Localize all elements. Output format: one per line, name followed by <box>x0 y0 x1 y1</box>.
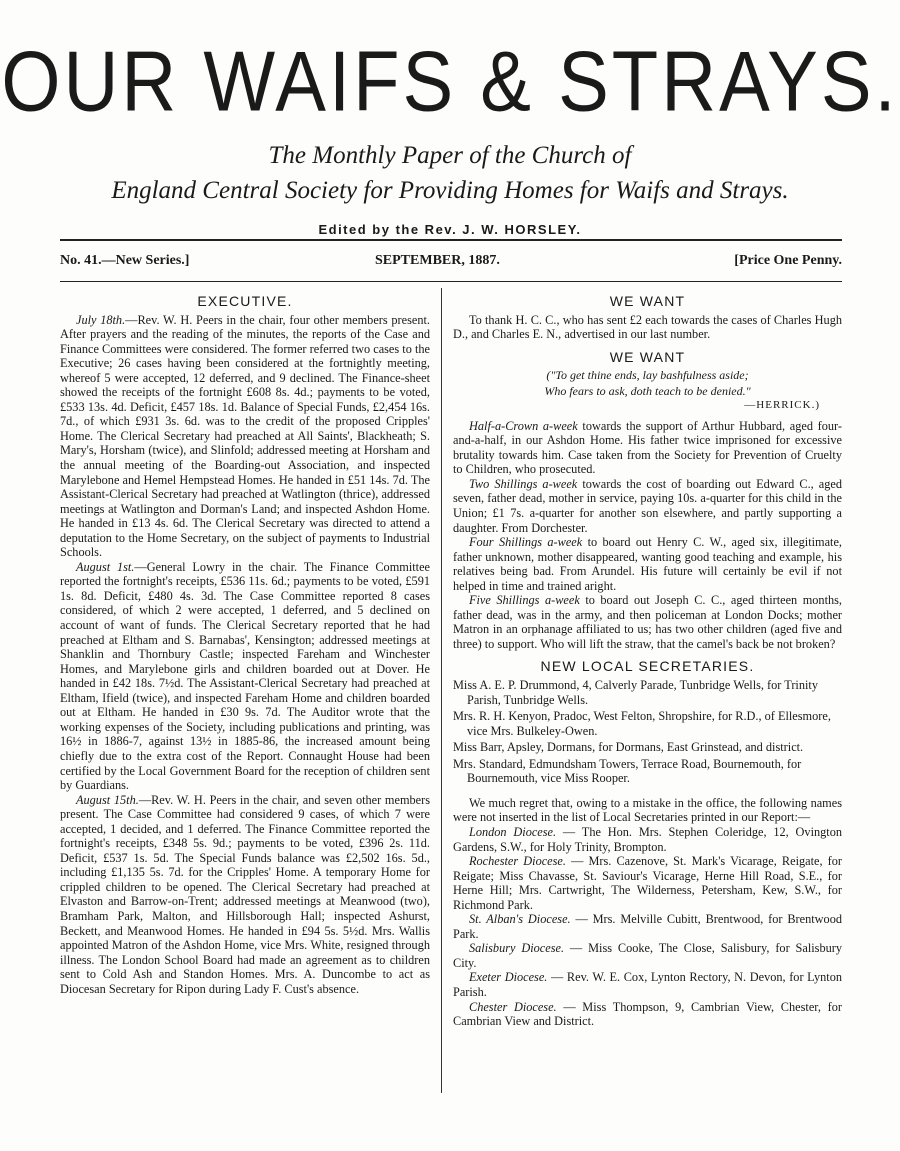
we-want-heading: WE WANT <box>609 293 686 309</box>
editor-line: Edited by the Rev. J. W. HORSLEY. <box>318 222 582 237</box>
diocese-text: — The Hon. Mrs. Stephen Coleridge, 12, Ovington Gardens, S.W., for Holy Trinity, Brompton. <box>453 824 843 854</box>
issue-line <box>60 253 842 275</box>
appeal-text: to board out Henry C. W., aged six, illegitimate, father unknown, mother disappeared, wanting good teaching and example, his relatives being bad. From Arundel. His future will certainly be evil if not helped in time and trained aright. <box>453 535 842 593</box>
appeal-amount: Four Shillings a-week <box>469 535 583 550</box>
appeal-amount: Two Shillings a-week <box>469 476 578 491</box>
secretaries-list <box>453 678 842 786</box>
issue-price: [Price One Penny. <box>734 253 842 268</box>
secretary-entry: Mrs. Standard, Edmundsham Towers, Terrace Road, Bournemouth, for Bournemouth, vice Miss Rooper. <box>453 756 802 786</box>
appeal-item <box>453 593 842 651</box>
diocese-text: — Miss Cooke, The Close, Salisbury, for Salisbury City. <box>453 941 842 970</box>
minutes-text: —Rev. W. H. Peers in the chair, and seven other members present. The Case Committee had considered 9 cases, of which 7 were accepted, 1 decided, and 1 deferred. The Finance Committee reported the fortnight's receipts, £348 5s. 9d.; payments to be voted, £396 2s. 11d. Deficit, £537 1s. 5d. The Special Funds balance was £2,502 16s. 5d., including £1,135 5s. 7d. for the Cripples' Home. A temporary Home for crippled children to be opened. The Clerical Secretary had preached at Elvaston and Barrow-on-Trent; addressed meetings at Meanwood (two), Bramham Park, Malton, and Hillsborough Hall; inspected Ashurst, Beckett, and Meanwood Homes. He handed in £94 5s. 5½d. Mrs. Wallis appointed Matron of the Ashdon Home, vice Mrs. White, resigned through illness. The London School Board had made an agreement as to children sent to Cold Ash and Standon Homes. Mrs. A. Duncombe to act as Diocesan Secretary for Ripon during Lady F. Cust's absence. <box>60 792 431 996</box>
right-column <box>453 294 842 1029</box>
secretary-entry: Miss A. E. P. Drummond, 4, Calverly Parade, Tunbridge Wells, for Trinity Parish, Tunbridge Wells. <box>453 678 818 707</box>
subtitle-line-2: England Central Society for Providing Homes for Waifs and Strays. <box>111 177 789 204</box>
meeting-date: August 15th. <box>76 792 139 807</box>
diocese-entry <box>453 854 842 912</box>
diocese-entry <box>453 912 842 941</box>
appeal-amount: Half-a-Crown a-week <box>469 418 578 433</box>
top-rule <box>60 239 842 241</box>
diocese-entry <box>453 970 842 999</box>
diocese-entry <box>453 1000 842 1029</box>
subtitle <box>0 138 900 208</box>
issue-number: No. 41.—New Series.] <box>60 253 190 268</box>
diocese-text: — Miss Thompson, 9, Cambrian View, Chester, for Cambrian View and District. <box>453 999 842 1029</box>
executive-heading: EXECUTIVE. <box>197 293 293 309</box>
poem-line-2: Who fears to ask, doth teach to be denied." <box>544 384 751 399</box>
we-want-heading-2: WE WANT <box>609 348 686 365</box>
executive-paragraph <box>60 560 430 793</box>
masthead <box>0 34 900 237</box>
new-secretaries-heading: NEW LOCAL SECRETARIES. <box>540 658 755 675</box>
appeal-text: towards the cost of boarding out Edward C., aged seven, father dead, mother in service, paying 10s. a-quarter for this child in the Union; £1 7s. a-quarter for another son elsewhere, and partly supporting a daughter. From Dorchester. <box>453 476 843 535</box>
diocese-text: — Mrs. Melville Cubitt, Brentwood, for Brentwood Park. <box>453 912 842 941</box>
meeting-date: August 1st. <box>76 559 135 574</box>
minutes-text: —General Lowry in the chair. The Finance Committee reported the fortnight's receipts, £536 11s. 6d.; payments to be voted, £591 1s. 8d. Deficit, £480 4s. 3d. The Case Committee reported 8 cases considered, of which 2 were accepted, 1 deferred, and 5 declined on account of want of funds. The Clerical Secretary reported that he had preached at Eltham and S. Barnabas', Kensington; addressed meetings at Shanklin and Thornbury Castle; inspected Fareham and Winchester Homes, and Marylebone girls and children boarded out at Dover. He handed in £42 18s. 7½d. The Assistant-Clerical Secretary had preached at Eltham, Ifield (twice), and inspected Fareham Home and children boarded out at Eltham. He handed in £30 9s. 7d. The Auditor wrote that the working expenses of the Society, including publications and printing, was 16½ in 1886-7, against 13½ in 1885-86, the increased amount being chiefly due to the extra cost of the Report. Connaught House had been certified by the Local Government Board for the reception of children sent by Guardians. <box>60 559 430 793</box>
diocese-entry <box>453 941 842 970</box>
diocese-entry <box>453 825 842 854</box>
poem-author: —HERRICK.) <box>744 399 820 412</box>
appeal-text: towards the support of Arthur Hubbard, aged four-and-a-half, in our Ashdon Home. His father twice imprisoned for excessive brutality towards him. Case taken from the Society for Prevention of Cruelty to Children, who prosecuted. <box>453 418 843 477</box>
diocese-name: London Diocese. <box>469 824 557 839</box>
diocese-text: — Rev. W. E. Cox, Lynton Rectory, N. Devon, for Lynton Parish. <box>453 970 843 999</box>
minutes-text: —Rev. W. H. Peers in the chair, four other members present. After prayers and the reading of the minutes, the reports of the Case and Finance Committees were considered. The former referred two cases to the Executive; 26 cases having been considered at the fortnightly meeting, whereof 5 were accepted, 12 deferred, and 9 declined. The Finance-sheet showed the receipts of the fortnight £608 8s. 4d.; payments to be voted, £533 13s. 4d. Deficit, £457 18s. 1d. Balance of Special Funds, £2,454 16s. 7d., of which £931 3s. 6d. was to the credit of the proposed Cripples' Home. The Clerical Secretary had preached at All Saints', Blackheath; S. Mary's, Horsham (twice), and Slinfold; addressed meeting at Horsham and the annual meeting of the Boarding-out Association, and inspected Marylebone and Hemel Hempstead Homes. He handed in £51 14s. 7d. The Assistant-Clerical Secretary had preached at Watlington (thrice), addressed meetings at Watlington and Dorman's Land; and inspected Ashdon Home. He handed in £13 4s. 6d. The Clerical Secretary was directed to attend a deputation to the Home Secretary, on the subject of payments to Industrial Schools. <box>60 312 430 560</box>
secretary-entry: Miss Barr, Apsley, Dormans, for Dormans, East Grinstead, and district. <box>453 740 804 755</box>
diocese-name: St. Alban's Diocese. <box>469 912 571 927</box>
diocese-name: Exeter Diocese. <box>469 970 548 985</box>
we-want-thanks: To thank H. C. C., who has sent £2 each towards the cases of Charles Hugh D., and Charles E. N., advertised in our last number. <box>453 312 842 342</box>
executive-paragraph <box>60 793 430 997</box>
left-column <box>60 294 430 996</box>
issue-date: SEPTEMBER, 1887. <box>375 253 500 268</box>
appeal-item <box>453 419 842 477</box>
subtitle-line-1: The Monthly Paper of the Church of <box>268 142 632 169</box>
column-divider <box>441 288 442 1093</box>
publication-title: OUR WAIFS & STRAYS. <box>1 34 899 130</box>
regret-notice: We much regret that, owing to a mistake in the office, the following names were not inserted in the list of Local Secretaries printed in our Report:— <box>453 795 842 825</box>
diocese-text: — Mrs. Cazenove, St. Mark's Vicarage, Reigate, for Reigate; Miss Chavasse, St. Saviour's Vicarage, Herne Hill Road, S.E., for Herne Hill; Mrs. Cartwright, The Wilderness, Petersham, Kew, S.W., for Richmond Park. <box>453 854 842 912</box>
diocese-name: Chester Diocese. <box>469 999 557 1014</box>
meeting-date: July 18th. <box>76 312 126 327</box>
appeal-item <box>453 535 842 593</box>
poem-line-1: ("To get thine ends, lay bashfulness aside; <box>546 368 749 383</box>
diocese-name: Salisbury Diocese. <box>469 941 565 956</box>
header-rule <box>60 281 842 282</box>
appeal-amount: Five Shillings a-week <box>469 593 580 608</box>
secretary-entry: Mrs. R. H. Kenyon, Pradoc, West Felton, Shropshire, for R.D., of Ellesmore, vice Mrs. Bulkeley-Owen. <box>453 709 831 738</box>
appeal-item <box>453 477 842 535</box>
appeal-text: to board out Joseph C. C., aged thirteen months, father dead, was in the army, and then policeman at London Docks; mother Matron in an orphanage affiliated to us; has two other children (aged five and three) to support. Who will lift the straw, that the camel's back be not broken? <box>453 593 842 651</box>
executive-paragraph <box>60 313 430 560</box>
diocese-name: Rochester Diocese. <box>469 854 566 869</box>
